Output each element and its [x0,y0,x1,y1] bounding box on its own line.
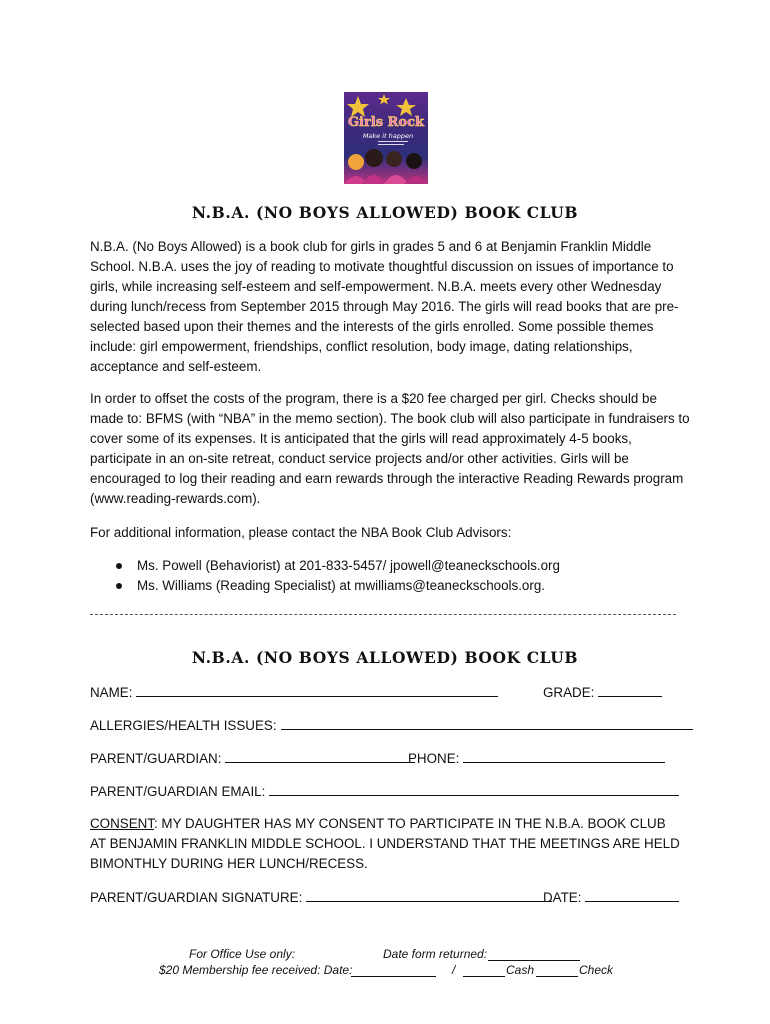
list-item [90,576,560,596]
list-item [90,556,560,576]
date-field[interactable] [543,889,679,907]
page-title: N.B.A. (NO BOYS ALLOWED) BOOK CLUB [191,203,579,222]
advisor-williams: Ms. Williams (Reading Specialist) at mwilliams@teaneckschools.org. [137,578,545,593]
date-input-line[interactable] [585,889,679,902]
advisor-list [90,556,560,596]
consent-statement [90,814,680,874]
signature-input-line[interactable] [306,889,552,902]
signature-label: PARENT/GUARDIAN SIGNATURE: [90,890,303,905]
name-label: NAME: [90,685,133,700]
check-line[interactable] [536,965,578,977]
allergies-input-line[interactable] [281,717,693,730]
slash-separator: / [452,963,456,977]
fee-date-line[interactable] [351,965,436,977]
allergies-field[interactable] [90,717,693,735]
email-field[interactable] [90,783,679,801]
date-returned-label: Date form returned: [383,947,488,961]
bullet-icon [116,563,122,569]
contact-paragraph: For additional information, please contact the NBA Book Club Advisors: [90,525,512,540]
fee-received-label: $20 Membership fee received: Date: [159,963,353,977]
signature-field[interactable] [90,889,552,907]
name-field[interactable] [90,684,498,702]
date-label: DATE: [543,890,582,905]
office-heading: For Office Use only: [189,947,296,961]
grade-label: GRADE: [543,685,595,700]
phone-field[interactable] [408,750,665,768]
email-label: PARENT/GUARDIAN EMAIL: [90,784,266,799]
grade-field[interactable] [543,684,662,702]
form-title: N.B.A. (NO BOYS ALLOWED) BOOK CLUB [191,648,579,667]
consent-label: CONSENT [90,816,154,831]
parent-field[interactable] [90,750,415,768]
email-input-line[interactable] [269,783,679,796]
phone-label: PHONE: [408,751,460,766]
logo-artwork [344,92,428,184]
cash-line[interactable] [463,965,505,977]
consent-text: : MY DAUGHTER HAS MY CONSENT TO PARTICIPATE IN THE N.B.A. BOOK CLUB AT BENJAMIN FRANKLIN MIDDLE SCHOOL. I UNDERSTAND THAT THE MEETINGS ARE HELD BIMONTHLY DURING HER LUNCH/RECESS. [90,816,680,871]
advisor-powell: Ms. Powell (Behaviorist) at 201-833-5457/ jpowell@teaneckschools.org [137,558,560,573]
name-input-line[interactable] [136,684,498,697]
parent-input-line[interactable] [225,750,415,763]
allergies-label: ALLERGIES/HEALTH ISSUES: [90,718,277,733]
fees-paragraph: In order to offset the costs of the program, there is a $20 fee charged per girl. Checks should be made to: BFMS (with “NBA” in the memo section). The book club will also participate in fundraisers to cover some of its expenses. It is anticipated that the girls will read approximately 4-5 books, participate in an on-site retreat, conduct service projects and/or other activities. Girls will be encouraged to log their reading and earn rewards through the interactive Reading Rewards program (www.reading-rewards.com). [90,391,690,506]
intro-paragraph: N.B.A. (No Boys Allowed) is a book club for girls in grades 5 and 6 at Benjamin Franklin Middle School. N.B.A. uses the joy of reading to motivate thoughtful discussion on issues of importance to girls, while increasing self-esteem and self-empowerment. N.B.A. meets every other Wednesday during lunch/recess from September 2015 through May 2016. The girls will read books that are pre-selected based upon their themes and the interests of the girls enrolled. Some possible themes include: girl empowerment, friendships, conflict resolution, body image, dating relationships, acceptance and self-esteem. [90,239,679,374]
cut-line-divider [90,614,676,615]
logo-title: Girls Rock [347,115,425,130]
check-label: Check [579,963,614,977]
grade-input-line[interactable] [598,684,662,697]
bullet-icon [116,583,122,589]
logo-subtitle: Make it happen [362,132,414,140]
phone-input-line[interactable] [463,750,665,763]
date-returned-line[interactable] [488,949,580,961]
cash-label: Cash [506,963,535,977]
club-logo [344,92,428,184]
parent-label: PARENT/GUARDIAN: [90,751,222,766]
